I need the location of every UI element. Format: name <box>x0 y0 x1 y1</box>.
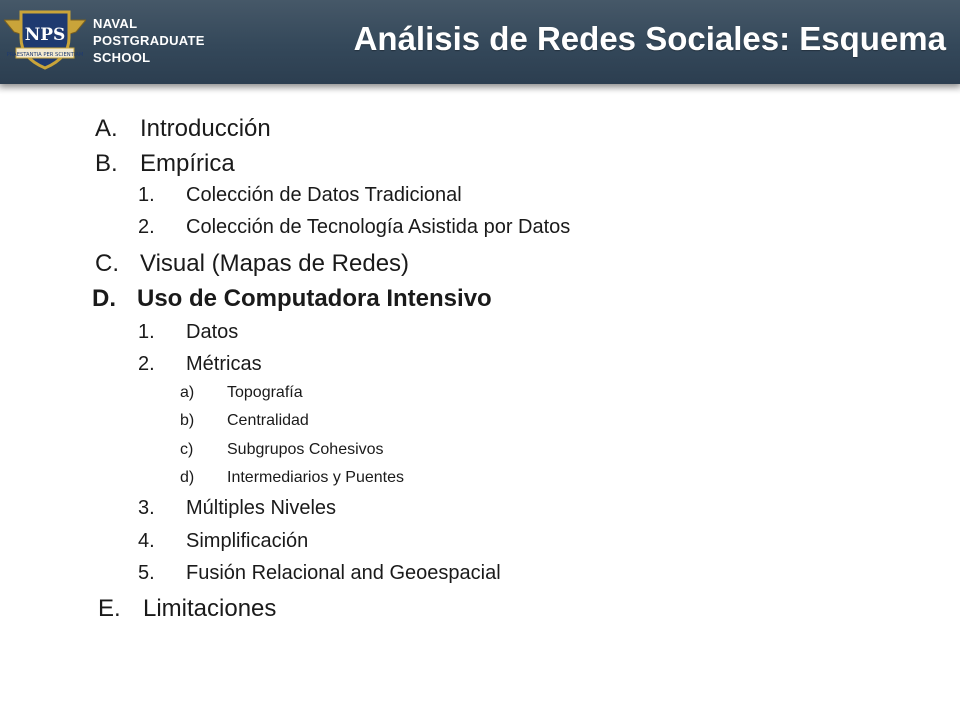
outline-text: Topografía <box>227 384 303 401</box>
outline-text: Uso de Computadora Intensivo <box>137 285 492 312</box>
outline-marker: D. <box>92 285 116 312</box>
outline-marker: 5. <box>138 562 155 584</box>
outline-text: Visual (Mapas de Redes) <box>140 250 410 277</box>
outline-marker: 3. <box>138 497 155 519</box>
outline-text: Subgrupos Cohesivos <box>227 441 384 458</box>
school-name-line-3: SCHOOL <box>93 50 151 65</box>
outline-marker: a) <box>180 384 195 401</box>
outline-text: Introducción <box>140 115 271 142</box>
outline-text: Fusión Relacional and Geoespacial <box>186 562 501 584</box>
outline-text: Colección de Datos Tradicional <box>186 184 462 206</box>
outline-text: Limitaciones <box>143 595 277 622</box>
outline-text: Centralidad <box>227 412 309 429</box>
outline-marker: d) <box>180 469 195 486</box>
outline-marker: 2. <box>138 353 155 375</box>
outline-text: Múltiples Niveles <box>186 497 337 519</box>
outline-marker: 4. <box>138 530 155 552</box>
school-name-line-2: POSTGRADUATE <box>93 33 205 48</box>
outline-text: Empírica <box>140 150 235 177</box>
outline-marker: 1. <box>138 321 155 343</box>
outline-marker: A. <box>95 115 118 142</box>
slide-title: Análisis de Redes Sociales: Esquema <box>353 20 946 57</box>
logo-motto: PRAESTANTIA PER SCIENTIAM <box>6 52 84 58</box>
outline-text: Métricas <box>186 353 262 375</box>
outline-text: Colección de Tecnología Asistida por Datos <box>186 216 571 238</box>
outline-text: Datos <box>186 321 239 343</box>
outline-marker: B. <box>95 150 118 177</box>
outline-marker: c) <box>180 441 194 458</box>
school-name-line-1: NAVAL <box>93 16 138 31</box>
outline-marker: C. <box>95 250 119 277</box>
outline-text: Intermediarios y Puentes <box>227 469 404 486</box>
outline-marker: E. <box>98 595 121 622</box>
outline-marker: 2. <box>138 216 155 238</box>
outline-text: Simplificación <box>186 530 309 552</box>
outline-marker: 1. <box>138 184 155 206</box>
logo-text: NPS <box>24 25 66 45</box>
outline-marker: b) <box>180 412 195 429</box>
